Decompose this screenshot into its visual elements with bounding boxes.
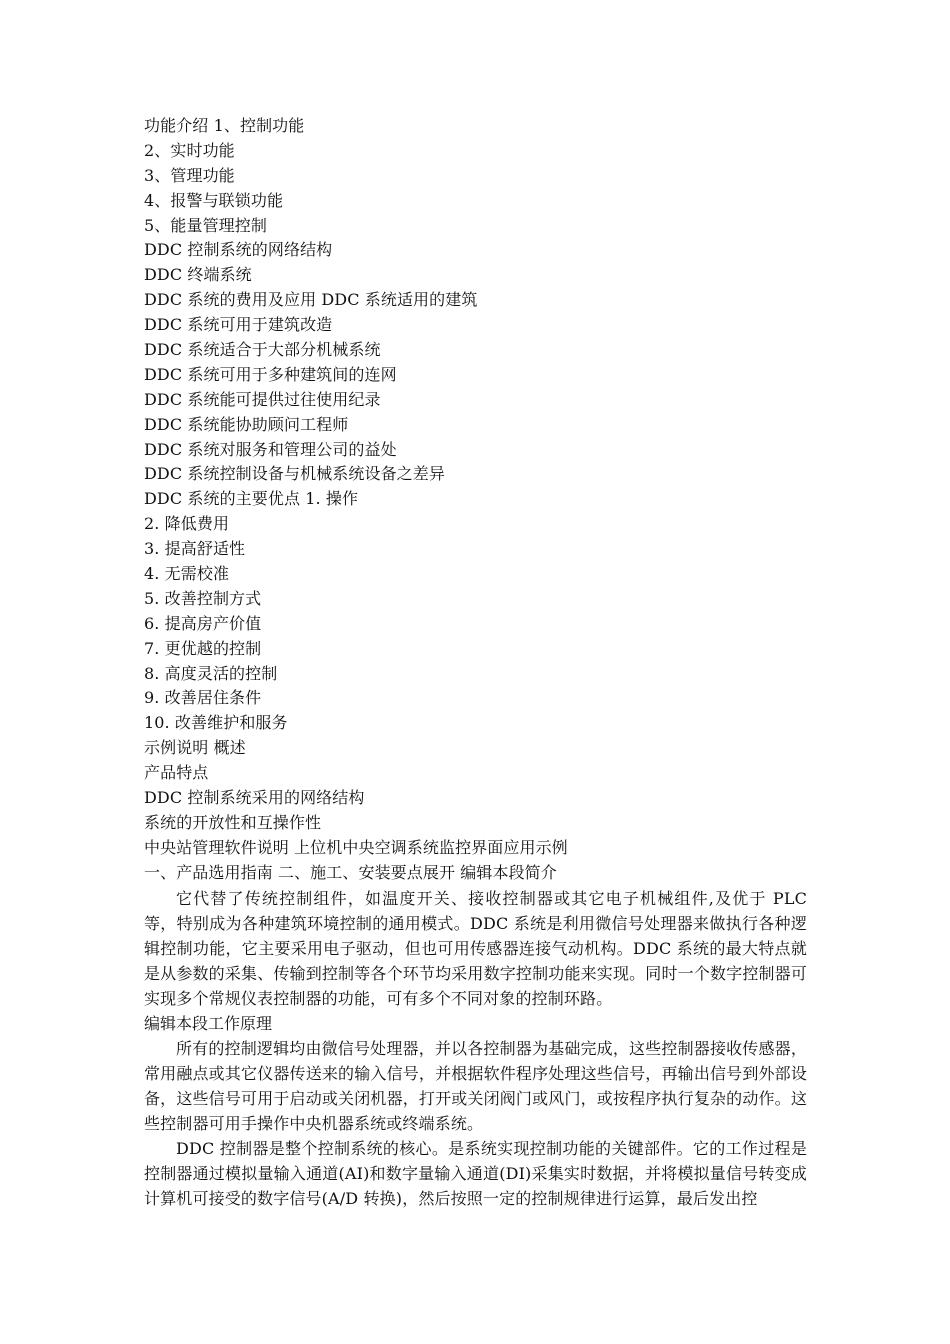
toc-line: DDC 系统能协助顾问工程师: [144, 414, 349, 434]
toc-line: DDC 控制系统采用的网络结构: [144, 788, 365, 808]
toc-line: DDC 系统能可提供过往使用纪录: [144, 389, 381, 409]
toc-line: 2. 降低费用: [144, 514, 230, 534]
toc-line: DDC 系统控制设备与机械系统设备之差异: [144, 464, 445, 484]
toc-line: 5、能量管理控制: [144, 215, 267, 235]
toc-line: DDC 系统可用于建筑改造: [144, 315, 333, 335]
toc-line: 8. 高度灵活的控制: [144, 663, 278, 683]
toc-line: DDC 系统对服务和管理公司的益处: [144, 439, 397, 459]
document-body: [144, 114, 807, 1211]
toc-line: 9. 改善居住条件: [144, 688, 262, 708]
toc-line: 4、报警与联锁功能: [144, 190, 284, 210]
toc-line: 一、产品选用指南 二、施工、安装要点展开 编辑本段简介: [144, 862, 557, 882]
paragraph-principle: 所有的控制逻辑均由微信号处理器，并以各控制器为基础完成，这些控制器接收传感器，常用融点或其它仪器传送来的输入信号，并根据软件程序处理这些信号，再输出信号到外部设备，这些信号可用于启动或关闭机器，打开或关闭阀门或风门，或按程序执行复杂的动作。这些控制器可用手操作中央机器系统或终端系统。: [144, 1038, 807, 1133]
toc-line: DDC 系统的费用及应用 DDC 系统适用的建筑: [144, 290, 478, 310]
paragraph-intro: 它代替了传统控制组件，如温度开关、接收控制器或其它电子机械组件,及优于 PLC 等，特别成为各种建筑环境控制的通用模式。DDC 系统是利用微信号处理器来做执行各种逻辑控制功能，它主要采用电子驱动，但也可用传感器连接气动机构。DDC 系统的最大特点就是从参数的采集、传输到控制等各个环节均采用数字控制功能来实现。同时一个数字控制器可实现多个常规仪表控制器的功能，可有多个不同对象的控制环路。: [144, 888, 807, 1008]
toc-line: 产品特点: [144, 763, 209, 783]
toc-line: DDC 系统可用于多种建筑间的连网: [144, 364, 397, 384]
toc-line: 系统的开放性和互操作性: [144, 812, 322, 832]
toc-line: DDC 系统的主要优点 1. 操作: [144, 489, 359, 509]
toc-line: 5. 改善控制方式: [144, 588, 262, 608]
toc-line: DDC 终端系统: [144, 265, 252, 285]
toc-line: DDC 控制系统的网络结构: [144, 240, 333, 260]
toc-line: 功能介绍 1、控制功能: [144, 116, 305, 135]
section-heading-principle: 编辑本段工作原理: [144, 1013, 273, 1033]
toc-line: 示例说明 概述: [144, 738, 246, 758]
toc-line: 2、实时功能: [144, 140, 235, 160]
toc-line: 4. 无需校准: [144, 564, 230, 584]
toc-line: 3. 提高舒适性: [144, 539, 246, 559]
toc-line: 3、管理功能: [144, 165, 235, 185]
toc-line: 中央站管理软件说明 上位机中央空调系统监控界面应用示例: [144, 837, 568, 857]
toc-list: [144, 114, 807, 886]
paragraph-core: DDC 控制器是整个控制系统的核心。是系统实现控制功能的关键部件。它的工作过程是控制器通过模拟量输入通道(AI)和数字量输入通道(DI)采集实时数据，并将模拟量信号转变成计算机可接受的数字信号(A/D 转换)，然后按照一定的控制规律进行运算，最后发出控: [144, 1138, 807, 1208]
toc-line: 6. 提高房产价值: [144, 613, 262, 633]
toc-line: 10. 改善维护和服务: [144, 713, 288, 733]
toc-line: 7. 更优越的控制: [144, 638, 262, 658]
toc-line: DDC 系统适合于大部分机械系统: [144, 340, 381, 360]
